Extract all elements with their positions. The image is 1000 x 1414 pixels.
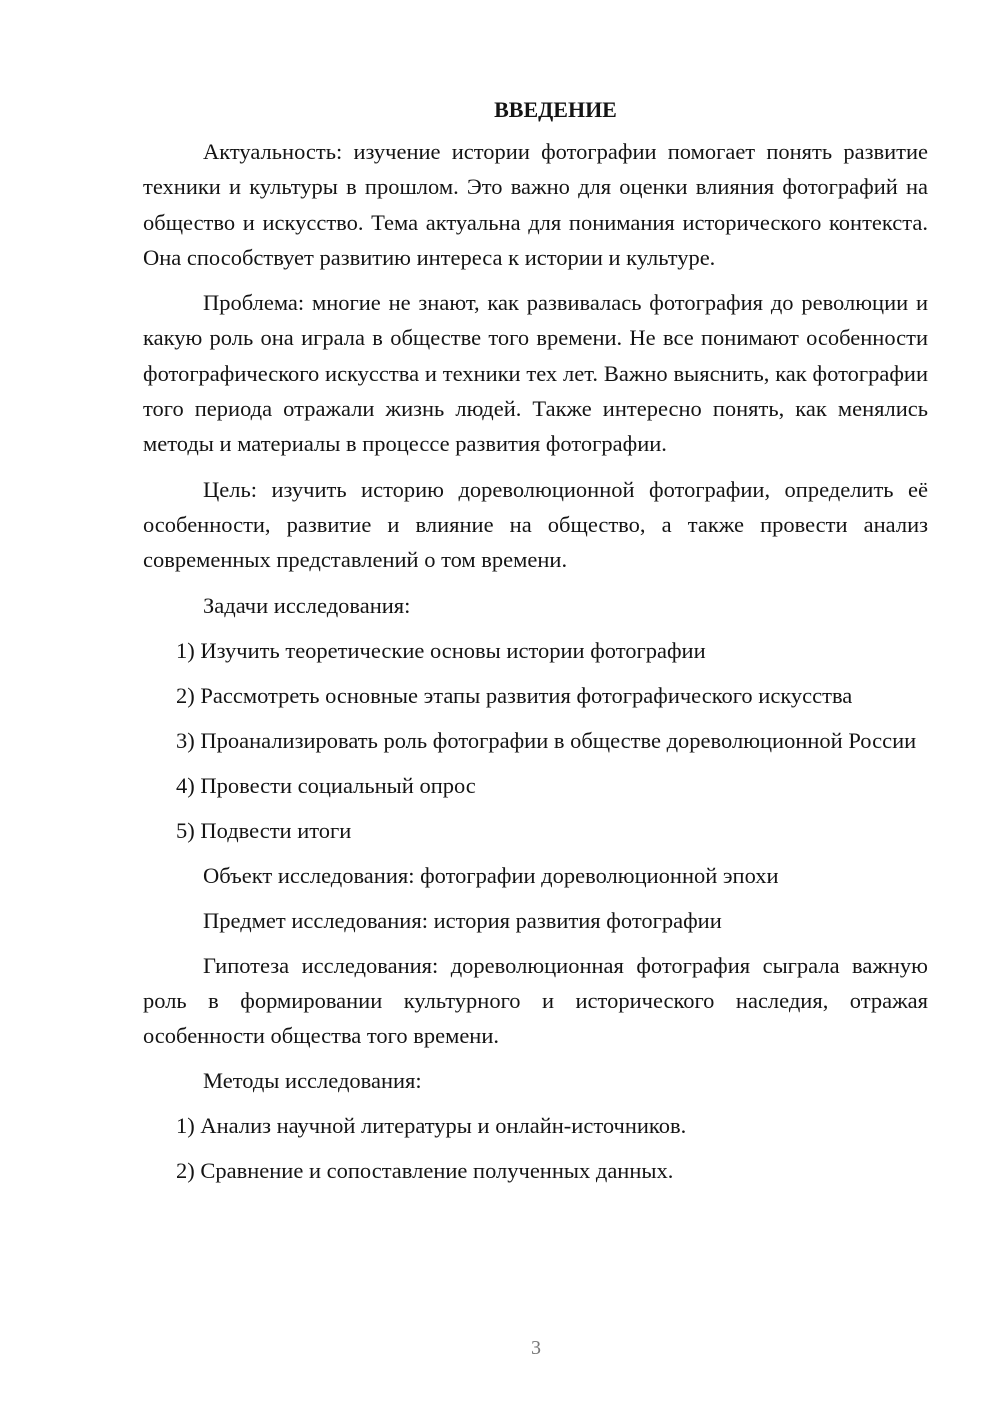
- page-number: 3: [531, 1337, 541, 1359]
- method-item: 2) Сравнение и сопоставление полученных данных.: [176, 1158, 674, 1184]
- task-item: 5) Подвести итоги: [176, 817, 352, 843]
- goal-paragraph: Цель: изучить историю дореволюционной фотографии, определить её особенности, развитие и влияние на общество, а также провести анализ современных представлений о том времени.: [143, 476, 928, 573]
- page-title: ВВЕДЕНИЕ: [494, 97, 617, 122]
- tasks-heading: Задачи исследования:: [203, 592, 411, 618]
- hypothesis-paragraph: Гипотеза исследования: дореволюционная фотография сыграла важную роль в формировании культурного и исторического наследия, отражая особенности общества того времени.: [143, 952, 928, 1049]
- methods-heading: Методы исследования:: [203, 1068, 422, 1094]
- problem-paragraph: Проблема: многие не знают, как развивалась фотография до революции и какую роль она играла в обществе того времени. Не все понимают особенности фотографического искусства и техники тех лет. Важно выяснить, как фотографии того периода отражали жизнь людей. Также интересно понять, как менялись методы и материалы в процессе развития фотографии.: [143, 290, 928, 457]
- method-item: 1) Анализ научной литературы и онлайн-источников.: [176, 1113, 687, 1139]
- research-subject: Предмет исследования: история развития фотографии: [203, 907, 722, 933]
- research-object: Объект исследования: фотографии дореволюционной эпохи: [203, 862, 779, 888]
- relevance-paragraph: Актуальность: изучение истории фотографии помогает понять развитие техники и культуры в прошлом. Это важно для оценки влияния фотографий на общество и искусство. Тема актуальна для понимания исторического контекста. Она способствует развитию интереса к истории и культуре.: [143, 139, 928, 270]
- page-content: [143, 92, 928, 1198]
- task-item: 1) Изучить теоретические основы истории фотографии: [176, 637, 706, 663]
- task-item: 3) Проанализировать роль фотографии в обществе дореволюционной России: [176, 727, 917, 753]
- task-item: 2) Рассмотреть основные этапы развития фотографического искусства: [176, 682, 853, 708]
- task-item: 4) Провести социальный опрос: [176, 772, 476, 798]
